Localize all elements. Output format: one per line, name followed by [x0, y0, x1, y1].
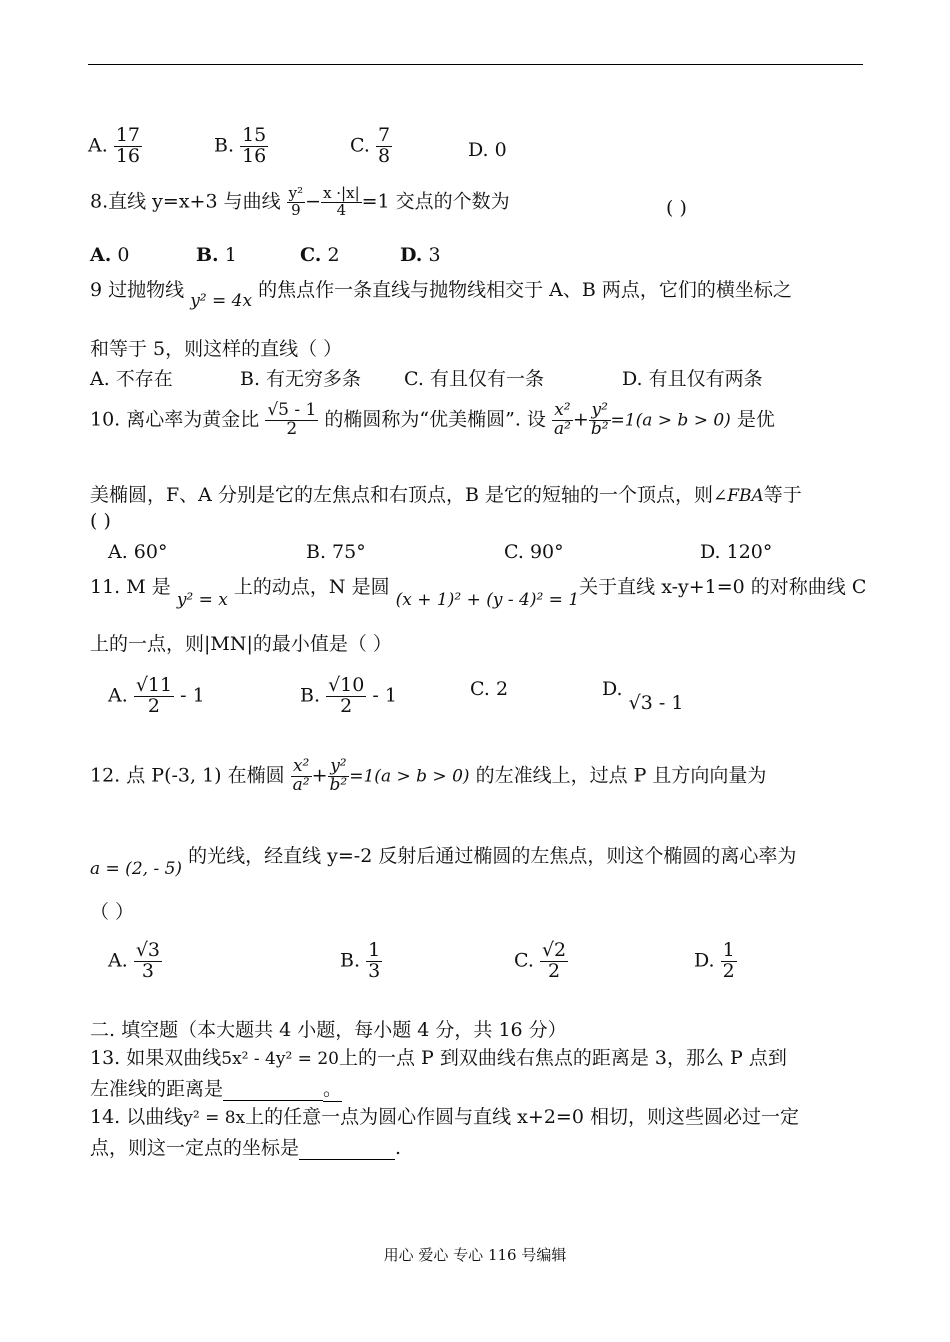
page-footer: 用心 爱心 专心 116 号编辑: [383, 1246, 567, 1264]
q12-line2: a = (2, - 5) 的光线，经直线 y=-2 反射后通过椭圆的左焦点，则这个椭圆的离心率为: [90, 845, 797, 879]
frac-den: 4: [336, 200, 347, 219]
q11-option-b: B. $\frac{√10}{2}$ - 1: [300, 674, 397, 717]
q7-option-b: [214, 126, 268, 167]
q8-option-d: D. 3: [400, 244, 441, 266]
q7-option-d: D. 0: [468, 139, 507, 161]
q8-answer-paren: ( ): [666, 197, 687, 219]
q13-answer-blank[interactable]: [223, 1078, 323, 1101]
q9-option-a: A. 不存在: [90, 368, 173, 390]
q14-formula: y² = 8x: [183, 1108, 246, 1128]
q10-option-a: A. 60°: [108, 541, 168, 563]
q8-suffix: =1 交点的个数为: [361, 190, 510, 213]
section2-heading: 二. 填空题（本大题共 4 小题，每小题 4 分，共 16 分）: [90, 1019, 567, 1041]
frac-num: 7: [377, 124, 391, 146]
q11-line2: 上的一点，则|MN|的最小值是（ ）: [90, 633, 392, 655]
q12-option-c: C. $\frac{√2}{2}$: [514, 939, 567, 982]
direction-vector: a = (2, - 5): [90, 859, 183, 879]
frac-den: 16: [115, 144, 140, 167]
q8-stem: [90, 186, 510, 219]
q11-circle: (x + 1)² + (y - 4)² = 1: [395, 590, 580, 610]
frac-num: 15: [242, 124, 267, 146]
q11-option-d: D. √3 - 1: [602, 678, 684, 714]
q11-stem: 11. M 是 y² = x 上的动点，N 是圆 (x + 1)² + (y - 4)² = 1关于直线 x-y+1=0 的对称曲线 C: [90, 576, 867, 610]
header-rule: [88, 64, 863, 65]
q10-line2: 美椭圆，F、A 分别是它的左焦点和右顶点，B 是它的短轴的一个顶点，则∠FBA等于: [90, 484, 802, 506]
q10-option-b: B. 75°: [306, 541, 366, 563]
frac-den: 8: [377, 144, 391, 167]
option-label: B.: [214, 134, 235, 157]
q10-stem: 10. 离心率为黄金比 $\frac{√5 - 1}{2}$ 的椭圆称为“优美椭圆”. 设 $\frac{\text{x²}}{\text{a²}}$ + $\frac{\text{y²}}{\text{b²}}$ =1(a > b > 0) 是优: [90, 400, 775, 439]
q13-stem: 13. 如果双曲线5x² - 4y² = 20上的一点 P 到双曲线右焦点的距离是 3，那么 P 点到: [90, 1047, 787, 1069]
q14-line2: 点，则这一定点的坐标是 .: [90, 1137, 402, 1159]
q10-option-d: D. 120°: [700, 541, 773, 563]
option-label: A.: [88, 134, 108, 157]
q9-option-b: B. 有无穷多条: [240, 368, 362, 390]
q9-stem: 9 过抛物线 y² = 4x 的焦点作一条直线与抛物线相交于 A、B 两点，它们的横坐标之: [90, 279, 792, 311]
option-label: C.: [350, 134, 370, 157]
frac-den: 16: [242, 144, 267, 167]
golden-ratio: $\frac{√5 - 1}{2}$: [267, 400, 317, 439]
q12-stem: 12. 点 P(-3, 1) 在椭圆 $\frac{\text{x²}}{\text{a²}}$ + $\frac{\text{y²}}{\text{b²}}$ =1(a > b > 0) 的左准线上，过点 P 且方向向量为: [90, 756, 767, 795]
q8-option-a: A. 0: [90, 244, 130, 266]
q12-option-a: A. $\frac{√3}{3}$: [108, 939, 161, 982]
q8-prefix: 8.直线 y=x+3 与曲线: [90, 190, 281, 213]
q9-option-d: D. 有且仅有两条: [622, 368, 763, 390]
q9-line2: 和等于 5，则这样的直线（ ）: [90, 338, 343, 360]
minus-sign: −: [305, 190, 322, 213]
q14-stem: 14. 以曲线y² = 8x上的任意一点为圆心作圆与直线 x+2=0 相切，则这些圆必过一定: [90, 1106, 799, 1128]
q9-option-c: C. 有且仅有一条: [404, 368, 544, 390]
angle-fba: ∠FBA: [712, 486, 764, 506]
q9-formula: y² = 4x: [190, 291, 253, 311]
q8-option-b: B. 1: [196, 244, 237, 266]
frac-num: 17: [115, 124, 140, 146]
q14-answer-blank[interactable]: [299, 1137, 395, 1160]
q12-option-b: B. $\frac{1}{3}$: [340, 939, 381, 982]
q12-answer-paren: （ ）: [90, 901, 135, 923]
q11-option-c: C. 2: [470, 678, 509, 700]
q10-answer-paren: ( ): [90, 510, 111, 532]
q11-curve: y² = x: [176, 590, 228, 610]
q13-line2: 左准线的距离是 。: [90, 1074, 342, 1102]
frac-num: x ·|x|: [323, 184, 360, 202]
q7-option-a: [88, 126, 142, 167]
q11-option-a: A. $\frac{√11}{2}$ - 1: [108, 674, 205, 717]
q13-formula: 5x² - 4y² = 20: [221, 1049, 339, 1069]
q8-option-c: C. 2: [300, 244, 340, 266]
frac-num: y²: [288, 184, 304, 202]
q10-option-c: C. 90°: [504, 541, 564, 563]
q7-option-c: [350, 126, 392, 167]
q12-option-d: D. $\frac{1}{2}$: [694, 939, 735, 982]
frac-den: 9: [291, 200, 301, 219]
